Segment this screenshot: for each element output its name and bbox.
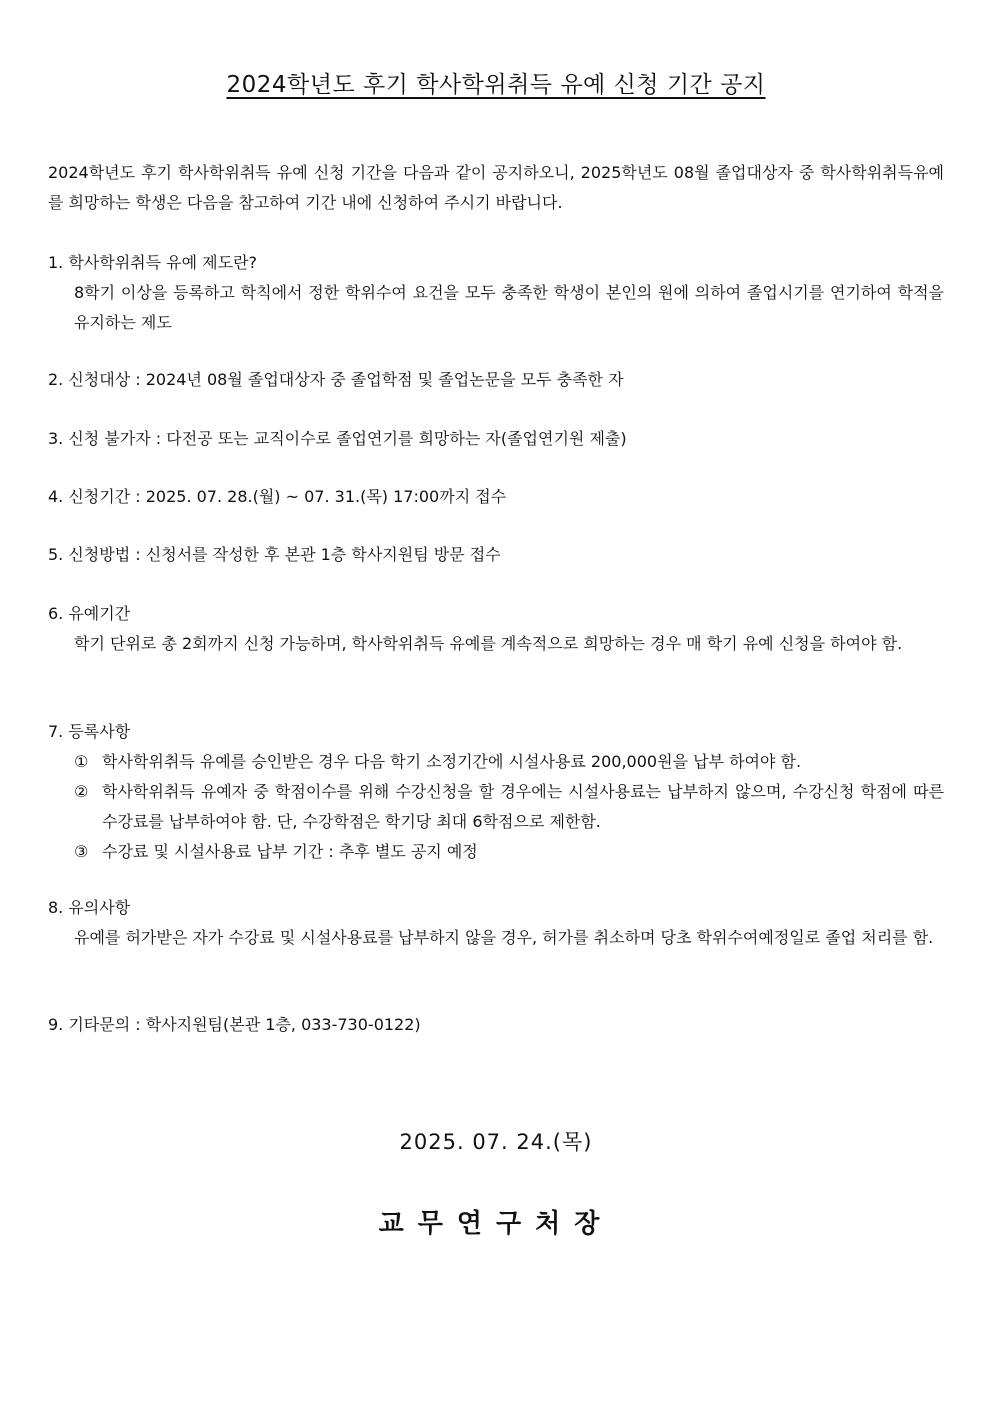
- item-4: [48, 482, 944, 512]
- item-6: [48, 599, 944, 659]
- item-7-sub-2: [48, 777, 944, 837]
- item-6-heading: 6. 유예기간: [48, 604, 131, 623]
- item-4-heading: 4. 신청기간 : 2025. 07. 28.(월) ~ 07. 31.(목) 17:00까지 접수: [48, 487, 507, 506]
- item-7: [48, 717, 944, 867]
- item-3: [48, 424, 944, 454]
- document-title-text: 2024학년도 후기 학사학위취득 유예 신청 기간 공지: [226, 72, 766, 98]
- item-8: [48, 893, 944, 953]
- item-7-sub-1-mark: ①: [74, 752, 89, 771]
- item-7-sub-3-mark: ③: [74, 842, 89, 861]
- item-3-heading: 3. 신청 불가자 : 다전공 또는 교직이수로 졸업연기를 희망하는 자(졸업연기원 제출): [48, 429, 627, 448]
- item-7-sub-2-mark: ②: [74, 782, 89, 801]
- item-1-heading: 1. 학사학위취득 유예 제도란?: [48, 253, 258, 272]
- item-5: [48, 540, 944, 570]
- item-7-sub-3: [48, 837, 944, 867]
- signer-name: 교무연구처장: [378, 1209, 614, 1239]
- document-title: [0, 66, 992, 99]
- item-1-detail: 8학기 이상을 등록하고 학칙에서 정한 학위수여 요건을 모두 충족한 학생이 본인의 원에 의하여 졸업시기를 연기하여 학적을 유지하는 제도: [74, 283, 944, 332]
- item-7-sub-1: [48, 747, 944, 777]
- item-7-sub-3-text: 수강료 및 시설사용료 납부 기간 : 추후 별도 공지 예정: [102, 842, 478, 861]
- item-1: [48, 248, 944, 338]
- item-6-detail: 학기 단위로 총 2회까지 신청 가능하며, 학사학위취득 유예를 계속적으로 희망하는 경우 매 학기 유예 신청을 하여야 함.: [74, 634, 903, 653]
- item-2: [48, 365, 944, 395]
- item-7-sub-2-text: 학사학위취득 유예자 중 학점이수를 위해 수강신청을 할 경우에는 시설사용료는 납부하지 않으며, 수강신청 학점에 따른 수강료를 납부하여야 함. 단, 수강학점은 학기당 최대 6학점으로 제한함.: [102, 782, 944, 831]
- notice-date: 2025. 07. 24.(목): [399, 1130, 593, 1154]
- item-8-detail: 유예를 허가받은 자가 수강료 및 시설사용료를 납부하지 않을 경우, 허가를 취소하며 당초 학위수여예정일로 졸업 처리를 함.: [74, 928, 934, 947]
- item-9-heading: 9. 기타문의 : 학사지원팀(본관 1층, 033-730-0122): [48, 1015, 421, 1034]
- item-8-heading: 8. 유의사항: [48, 898, 131, 917]
- item-2-heading: 2. 신청대상 : 2024년 08월 졸업대상자 중 졸업학점 및 졸업논문을 모두 충족한 자: [48, 370, 624, 389]
- item-7-heading: 7. 등록사항: [48, 722, 131, 741]
- item-7-sub-1-text: 학사학위취득 유예를 승인받은 경우 다음 학기 소정기간에 시설사용료 200,000원을 납부 하여야 함.: [102, 752, 802, 771]
- item-9: [48, 1010, 944, 1040]
- intro-paragraph: 2024학년도 후기 학사학위취득 유예 신청 기간을 다음과 같이 공지하오니, 2025학년도 08월 졸업대상자 중 학사학위취득유예를 희망하는 학생은 다음을 참고하여 기간 내에 신청하여 주시기 바랍니다.: [48, 163, 944, 212]
- item-5-heading: 5. 신청방법 : 신청서를 작성한 후 본관 1층 학사지원팀 방문 접수: [48, 545, 501, 564]
